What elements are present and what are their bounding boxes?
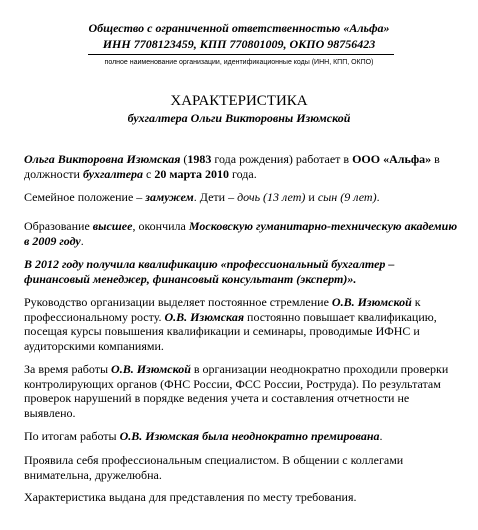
organization-name: Общество с ограниченной ответственностью «Альфа» bbox=[88, 21, 390, 35]
header-underline bbox=[88, 54, 394, 55]
document-title: ХАРАКТЕРИСТИКА bbox=[170, 93, 308, 109]
paragraph-line: В 2012 году получила квалификацию «профессиональный бухгалтер – bbox=[24, 257, 395, 271]
hire-date: 20 марта 2010 bbox=[154, 166, 230, 181]
education-level: высшее bbox=[92, 219, 133, 233]
paragraph-line bbox=[24, 234, 464, 249]
company-name: ООО «Альфа» bbox=[352, 152, 432, 166]
text-fragment: . Дети – bbox=[193, 190, 238, 204]
paragraph-line: посещая курсы повышения квалификации и семинары, проводимые ИФНС и bbox=[24, 324, 420, 339]
paragraph-line: финансовый менеджер, финансовый консультант (эксперт)». bbox=[24, 271, 357, 286]
paragraph-line bbox=[24, 429, 464, 444]
paragraph-education bbox=[24, 219, 464, 248]
paragraph-line bbox=[24, 295, 464, 310]
text-fragment: Образование bbox=[24, 219, 93, 233]
paragraph-family bbox=[24, 190, 464, 205]
text-fragment: По итогам работы bbox=[24, 429, 120, 443]
paragraph-professional-growth bbox=[24, 295, 464, 353]
organization-codes: ИНН 7708123459, КПП 770801009, ОКПО 98756423 bbox=[102, 37, 376, 51]
text-fragment: к bbox=[411, 295, 421, 309]
paragraph-employment bbox=[24, 152, 464, 181]
paragraph-line: аудиторскими компаниями. bbox=[24, 338, 164, 353]
paragraph-awards bbox=[24, 429, 464, 444]
paragraph-line: выявлено. bbox=[24, 405, 76, 420]
paragraph-line bbox=[24, 310, 464, 325]
text-fragment: За время работы bbox=[24, 362, 112, 376]
paragraph-line bbox=[24, 219, 464, 234]
award-note: была неоднократно премирована bbox=[202, 429, 380, 443]
text-fragment: постоянно повышает квалификацию, bbox=[244, 309, 437, 324]
text-fragment: Семейное положение – bbox=[24, 190, 146, 204]
graduation-year: в 2009 году bbox=[24, 233, 81, 248]
organization-header bbox=[0, 20, 478, 52]
document-subtitle: бухгалтера Ольги Викторовны Изюмской bbox=[127, 111, 351, 125]
text-fragment: года. bbox=[229, 166, 257, 181]
paragraph-line: Проявила себя профессиональным специалистом. В общении с коллегами bbox=[24, 453, 404, 467]
child-son: сын (9 лет) bbox=[317, 190, 377, 204]
header-caption: полное наименование организации, идентификационные коды (ИНН, КПП, ОКПО) bbox=[104, 59, 374, 66]
paragraph-line bbox=[24, 362, 464, 377]
text-fragment: . bbox=[376, 190, 380, 204]
text-fragment: ( bbox=[180, 152, 188, 166]
text-fragment: в организации неоднократно проходили проверки bbox=[190, 362, 449, 376]
paragraph-line: проверок нарушений в порядке ведения учета и составления отчетности не bbox=[24, 391, 410, 406]
employee-name-short: О.В. Изюмская bbox=[119, 429, 200, 443]
paragraph-inspections bbox=[24, 362, 464, 420]
marital-status: замужем bbox=[145, 190, 194, 204]
paragraph-line bbox=[24, 167, 464, 182]
text-fragment: в bbox=[431, 152, 440, 166]
paragraph-purpose bbox=[24, 490, 464, 505]
text-fragment: и bbox=[305, 190, 318, 204]
paragraph-personal-qualities bbox=[24, 453, 464, 482]
text-fragment: , окончила bbox=[132, 219, 189, 233]
text-fragment: Руководство организации выделяет постоянное стремление bbox=[24, 295, 332, 309]
birth-year: 1983 bbox=[187, 152, 212, 166]
paragraph-line bbox=[24, 152, 464, 167]
university-name: Московскую гуманитарно-техническую академию bbox=[188, 219, 458, 233]
text-fragment: . bbox=[379, 429, 383, 443]
paragraph-line: контролирующих органов (ФНС России, ФСС России, Роструда). По результатам bbox=[24, 376, 441, 391]
employee-name: Ольга Викторовна Изюмская bbox=[24, 152, 181, 166]
paragraph-line bbox=[24, 190, 464, 205]
employee-name-short: О.В. Изюмской bbox=[111, 362, 191, 376]
employee-name-short: О.В. Изюмская bbox=[164, 309, 245, 324]
position: бухгалтера bbox=[82, 166, 144, 181]
child-daughter: дочь (13 лет) bbox=[237, 190, 306, 204]
text-fragment: профессиональному росту. bbox=[24, 309, 165, 324]
text-fragment: с bbox=[143, 166, 155, 181]
paragraph-qualification bbox=[24, 257, 464, 286]
employee-name-short: О.В. Изюмской bbox=[331, 295, 412, 309]
paragraph-line: внимательна, дружелюбна. bbox=[24, 467, 162, 482]
text-fragment: . bbox=[80, 233, 84, 248]
paragraph-line: Характеристика выдана для представления по месту требования. bbox=[24, 490, 357, 504]
text-fragment: года рождения) работает в bbox=[211, 152, 353, 166]
text-fragment: должности bbox=[24, 166, 83, 181]
